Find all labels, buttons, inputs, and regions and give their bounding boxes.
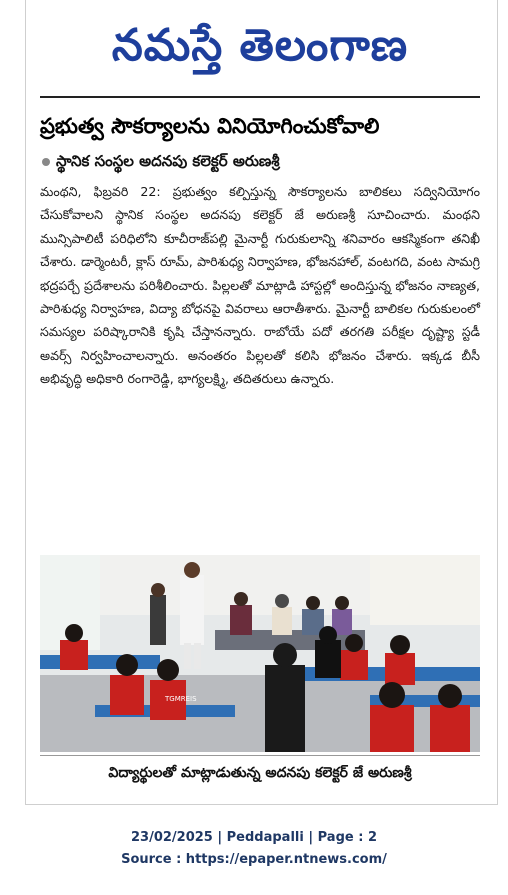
article-body: మంథని, ఫిబ్రవరి 22: ప్రభుత్వం కల్పిస్తున్న సౌకర్యాలను బాలికలు సద్వినియోగం చేసుకోవాలని స్థానిక సంస్థల అదనపు కలెక్టర్ జే అరుణశ్రీ సూచించారు. మంథని మున్సిపాలిటీ పరిధిలోని కూచీరాజ్‌పల్లి మైనార్టీ గురుకులాన్ని శనివారం ఆకస్మికంగా తనిఖీ చేశారు. డార్మెంటరీ, క్లాస్ రూమ్, పారిశుధ్య నిర్వాహణ, భోజనహాల్, వంటగది, వంట సామగ్రి భద్రపర్చే ప్రదేశాలను పరిశీలించారు. పిల్లలతో మాట్లాడి హాస్టల్లో అందిస్తున్న భోజనం నాణ్యత, పారిశుధ్య నిర్వాహణ, విద్యా బోధనపై వివరాలు ఆరాతీశారు. మైనార్టీ బాలికల గురుకులంలో సమస్యల పరిష్కారానికి కృషి చేస్తానన్నారు. రాబోయే పదో తరగతి పరీక్షల దృష్ట్యా స్టడీ అవర్స్ నిర్వహించాలన్నారు. అనంతరం పిల్లలతో కలిసి భోజనం చేశారు. ఇక్కడ బీసీ అభివృద్ధి అధికారి రంగారెడ్డి, భాగ్యలక్ష్మి, తదితరులు ఉన్నారు. — [40, 184, 480, 387]
article-photo — [40, 555, 480, 752]
uniform-label: TGMREIS — [165, 695, 197, 703]
article-headline: ప్రభుత్వ సౌకర్యాలను వినియోగించుకోవాలి — [40, 114, 380, 138]
subheadline-text: స్థానిక సంస్థల అదనపు కలెక్టర్ అరుణశ్రీ — [56, 152, 280, 170]
article-subheadline — [42, 150, 482, 172]
masthead-divider — [40, 96, 480, 98]
footer-date-line: 23/02/2025 | Peddapalli | Page : 2 — [130, 830, 377, 845]
caption-divider — [40, 755, 480, 756]
newspaper-masthead: నమస్తే తెలంగాణ — [111, 20, 409, 71]
photo-caption: విద్యార్థులతో మాట్లాడుతున్న అదనపు కలెక్టర్ జే అరుణశ్రీ — [108, 765, 412, 781]
classroom-photo — [40, 555, 480, 752]
footer-source-line: Source : https://epaper.ntnews.com/ — [121, 852, 387, 867]
bullet-icon — [42, 158, 50, 166]
